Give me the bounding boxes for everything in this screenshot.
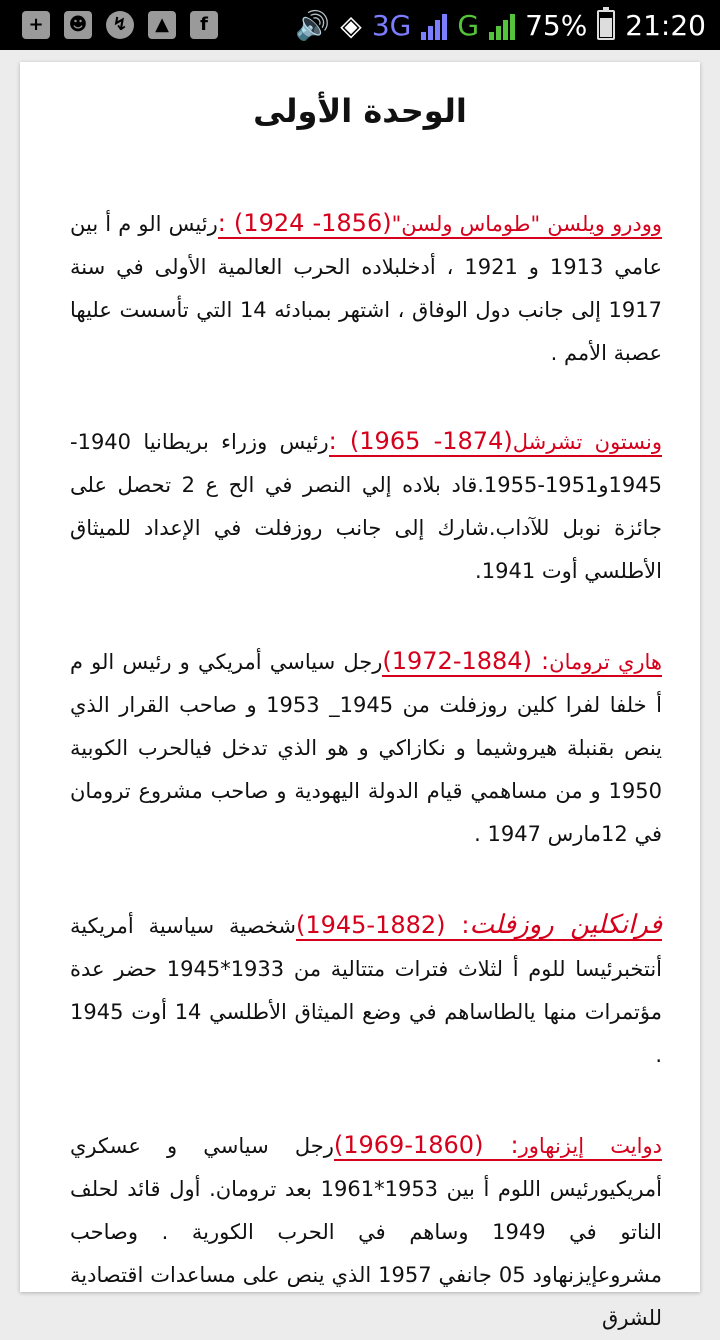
status-bar [0, 0, 720, 50]
entry-name: دوايت إيزنهاور [518, 1134, 662, 1158]
entry-churchill [70, 420, 662, 593]
entry-truman [70, 640, 662, 856]
entry-dates: : (1882-1945) [295, 911, 470, 939]
entry-dates: : (1860-1969) [333, 1131, 519, 1159]
entry-dates: (1874- 1965) : [328, 427, 513, 455]
entry-name: ونستون تشرشل [512, 430, 662, 454]
entry-name: فرانكلين روزفلت [469, 910, 662, 940]
entry-heading [333, 1131, 662, 1161]
entry-heading [217, 209, 663, 239]
document-page[interactable] [20, 62, 700, 1330]
gallery-icon: ▲ [148, 11, 176, 39]
entry-dates: : (1884-1972) [382, 647, 550, 675]
signal-g-icon [489, 10, 515, 40]
add-contact-icon: ☻ [64, 11, 92, 39]
entry-body: شخصية سياسية أمريكية أنتخبرئيسا للوم أ لثلاث فترات متتالية من 1933*1945 حضر عدة مؤتمرات منها يالطاساهم في وضع الميثاق الأطلسي 14 أوت 1945 . [70, 914, 662, 1067]
add-notification-icon: + [22, 11, 50, 39]
battery-percent: 75% [525, 8, 588, 42]
network-3g-label: 3G [371, 8, 412, 42]
entry-body: رجل سياسي و عسكري أمريكيورئيس اللوم أ بين 1953*1961 بعد ترومان. أول قائد لحلف الناتو في 1949 وساهم في الحرب الكورية . وصاحب مشروعإيزنهاود 05 جانفي 1957 الذي ينص على مساعدات اقتصادية للشرق [70, 1134, 662, 1330]
page-title: الوحدة الأولى [253, 92, 467, 130]
entry-roosevelt [70, 904, 662, 1077]
entry-heading [295, 910, 662, 941]
facebook-icon: f [190, 11, 218, 39]
entry-name: هاري ترومان [549, 650, 663, 674]
network-g-label: G [457, 8, 480, 42]
entry-heading [382, 647, 663, 677]
entry-body: رئيس الو م أ بين عامي 1913 و 1921 ، أدخلبلاده الحرب العالمية الأولى في سنة 1917 إلى جانب دول الوفاق ، اشتهر بمبادئه 14 التي تأسست عليها عصبة الأمم . [70, 212, 662, 365]
wifi-icon: ◈ [340, 8, 362, 42]
clock: 21:20 [625, 8, 706, 42]
entry-body: رجل سياسي أمريكي و رئيس الو م أ خلفا لفرا كلين روزفلت من 1945_ 1953 و صاحب القرار الذي ينص بقنبلة هيروشيما و نكازاكي و هو الذي تدخل فيالحرب الكوبية 1950 و من مساهمي قيام الدولة اليهودية و صاحب مشروع ترومان في 12مارس 1947 . [70, 650, 662, 846]
entry-wilson [70, 202, 662, 375]
battery-icon [597, 10, 615, 40]
entry-body: رئيس وزراء بريطانيا 1940-1945و1951-1955.قاد بلاده إلي النصر في الح ع 2 تحصل على جائزة نوبل للآداب.شارك إلى جانب روزفلت في الإعداد للميثاق الأطلسي أوت 1941. [70, 430, 662, 583]
signal-3g-icon [421, 10, 447, 40]
entry-dates: (1856- 1924) : [217, 209, 392, 237]
entry-name: وودرو ويلسن "طوماس ولسن" [391, 212, 663, 236]
messenger-icon: ↯ [106, 11, 134, 39]
entry-eisenhower [70, 1124, 662, 1340]
entry-heading [328, 427, 662, 457]
volume-icon: 🔊 [295, 8, 331, 42]
